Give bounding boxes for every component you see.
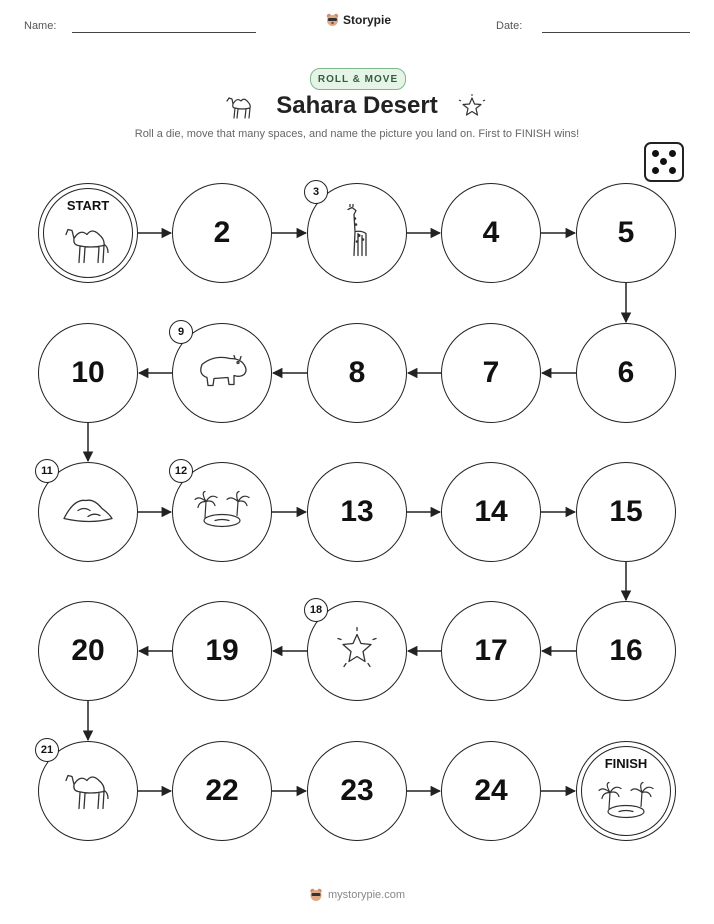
space-number: 2 bbox=[213, 216, 231, 249]
board-space-15 bbox=[576, 462, 676, 562]
space-number: 4 bbox=[482, 216, 500, 249]
space-number: 5 bbox=[617, 216, 635, 249]
space-number-badge: 3 bbox=[304, 180, 328, 204]
space-number: 7 bbox=[482, 356, 500, 389]
space-number: 15 bbox=[609, 495, 643, 528]
board-space-2 bbox=[172, 183, 272, 283]
camel-icon bbox=[62, 220, 114, 269]
board-space-22 bbox=[172, 741, 272, 841]
board-space-23 bbox=[307, 741, 407, 841]
date-label: Date: bbox=[496, 20, 523, 32]
sand-dune-icon bbox=[60, 493, 116, 532]
board-space-8 bbox=[307, 323, 407, 423]
board-space-13 bbox=[307, 462, 407, 562]
start-label: START bbox=[66, 198, 110, 213]
board-space-start bbox=[38, 183, 138, 283]
finish-label: FINISH bbox=[604, 756, 648, 771]
space-number-badge: 18 bbox=[304, 598, 328, 622]
space-number: 16 bbox=[609, 634, 643, 667]
space-number: 13 bbox=[340, 495, 374, 528]
hippo-icon bbox=[194, 351, 250, 396]
space-number: 19 bbox=[205, 634, 239, 667]
board-space-24 bbox=[441, 741, 541, 841]
page-title: Sahara Desert bbox=[276, 92, 438, 119]
oasis-icon bbox=[597, 780, 655, 825]
board-space-3 bbox=[307, 183, 407, 283]
board-space-10 bbox=[38, 323, 138, 423]
board-space-16 bbox=[576, 601, 676, 701]
board-space-4 bbox=[441, 183, 541, 283]
star-icon bbox=[334, 627, 380, 676]
instructions: Roll a die, move that many spaces, and name the picture you land on. First to FINISH wins! bbox=[134, 128, 580, 140]
roll-move-badge: ROLL & MOVE bbox=[310, 68, 406, 90]
giraffe-icon bbox=[340, 204, 374, 263]
board-space-finish bbox=[576, 741, 676, 841]
camel-icon bbox=[62, 767, 114, 816]
footer-url: mystorypie.com bbox=[327, 889, 406, 901]
board-space-14 bbox=[441, 462, 541, 562]
space-number: 6 bbox=[617, 356, 635, 389]
board-space-11 bbox=[38, 462, 138, 562]
space-number: 14 bbox=[474, 495, 508, 528]
name-label: Name: bbox=[24, 20, 57, 32]
board-space-17 bbox=[441, 601, 541, 701]
space-number: 10 bbox=[71, 356, 105, 389]
board-space-6 bbox=[576, 323, 676, 423]
space-number: 8 bbox=[348, 356, 366, 389]
board-space-21 bbox=[38, 741, 138, 841]
footer bbox=[0, 888, 714, 902]
board-space-20 bbox=[38, 601, 138, 701]
oasis-icon bbox=[193, 490, 251, 535]
space-number: 23 bbox=[340, 774, 374, 807]
brand-name: Storypie bbox=[343, 13, 392, 27]
board-space-19 bbox=[172, 601, 272, 701]
space-number: 20 bbox=[71, 634, 105, 667]
space-number-badge: 21 bbox=[35, 738, 59, 762]
board-space-7 bbox=[441, 323, 541, 423]
board-space-18 bbox=[307, 601, 407, 701]
space-number-badge: 9 bbox=[169, 320, 193, 344]
bear-logo-icon bbox=[309, 888, 323, 902]
space-number-badge: 12 bbox=[169, 459, 193, 483]
space-number: 22 bbox=[205, 774, 239, 807]
space-number-badge: 11 bbox=[35, 459, 59, 483]
board-space-9 bbox=[172, 323, 272, 423]
board-space-5 bbox=[576, 183, 676, 283]
space-number: 17 bbox=[474, 634, 508, 667]
board-space-12 bbox=[172, 462, 272, 562]
space-number: 24 bbox=[474, 774, 508, 807]
